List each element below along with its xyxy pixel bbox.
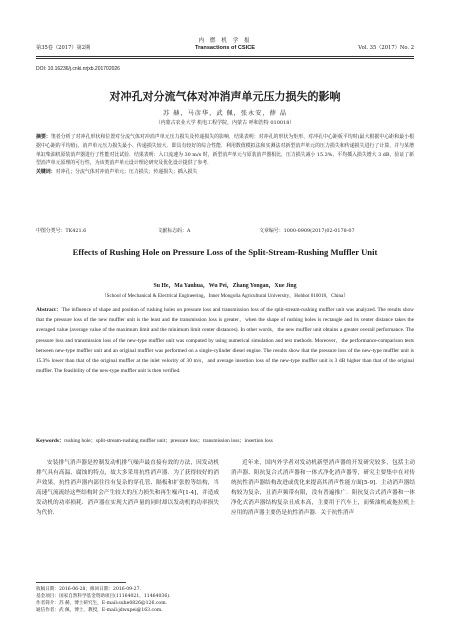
affiliation-en: （School of Mechanical & Electrical Engineering，Inner Mongolia Agricultural University，Hohhot 010018，China）: [101, 293, 349, 299]
keywords-en-label: Keywords：: [36, 438, 65, 444]
body-column-left: 安装排气消声器是控制发动机排气噪声最直接有效的方法，因发动机排气具有高温、腐蚀的特点，故大多采用抗性消声器．为了获得较好的消声效果，抗性消声器内部往往有复杂的穿孔管、隔板和扩张腔等结构，当高速气流流经这些结构时会产生较大的压力损失和再生噪声[1-4]，并造成发动机的功率损耗．消声器在实现大消声量的同时却以发动机的功率损失为代价．: [36, 460, 219, 516]
keywords-en: [36, 436, 414, 444]
document-code: 文献标志码：A: [157, 228, 191, 234]
footnote-fund: 基金项目：国家自然科学基金资助项目(11164021，11464036).: [36, 594, 171, 599]
issue-info-cn: 第35卷（2017）第2期: [36, 45, 91, 51]
clc-number: 中图分类号：TK421.6: [36, 228, 87, 234]
footnote-author: 作者简介：苏 赫，博士研究生，E-mail:suhe0826@126.com.: [36, 601, 168, 606]
abstract-en: [36, 305, 414, 376]
abstract-en-text: The influence of shape and position of rushing holes on pressure loss and transmission loss of the split-stream-rushing muffler unit was analyzed. The results show that the pressure loss of the new muffler unit is the least and the transmission loss is greater，when the shape of rushing holes is rectangle and its center distance takes the averaged value (average value of the maximum limit and the minimum limit center distances). In other words，the new muffler unit obtains a greater overall performance. The pressure loss and transmission loss of the new-type muffler unit was computed by using numerical simulation and test methods. Moreover，the performance-comparison tests between new-type muffler unit and an original muffler was performed on a single-cylinder diesel engine. The results show that the pressure loss of the new-type muffler unit is 15.3% lower than that of the original muffler at the inlet velocity of 30 m/s，and average insertion loss of the new-type muffler unit is 3 dB higher than that of the original muffler. The feasibility of the new-type muffler unit is then verified.: [36, 307, 414, 375]
abstract-cn: [36, 133, 414, 177]
running-header: [36, 36, 414, 54]
abstract-cn-label: 摘要：: [36, 134, 51, 140]
article-id: 文章编号：1000-0909(2017)02-0178-07: [259, 228, 355, 234]
title-en: Effects of Rushing Hole on Pressure Loss of the Split-Stream-Rushing Muffler Unit: [72, 247, 378, 257]
footnote: [36, 586, 219, 614]
footnote-rule: [36, 582, 126, 583]
footnote-received: 收稿日期：2016-06-28；修回日期：2016-09-27.: [36, 587, 141, 592]
issue-info-en: Vol. 35（2017）No. 2: [358, 45, 414, 51]
keywords-cn-label: 关键词：: [36, 169, 56, 176]
journal-name-en: Transactions of CSICE: [195, 45, 255, 51]
doi: DOI: 10.16236/j.cnki.nrjxb.201702026: [36, 66, 120, 72]
header-rule: [36, 56, 414, 57]
footnote-corresponding: 通信作者：武 佩，博士，教授，E-mail:jdwupei@163.com.: [36, 608, 163, 613]
abstract-en-label: Abstract：: [36, 307, 62, 313]
abstract-cn-text: 笔者分析了对冲孔形状和位置对分流气体对冲消声单元压力损失及传递损失的影响．结果表明：对冲孔的形状为矩形、对冲孔中心距板平均时(最大根据中心距和最小根据中心距的平均值)，消声单元压力损失最小、传递损失较大．即具有较好的综合性能．利用数值模拟法和实测法对新型消声单元的压力损失和传递损失进行了计算，并与某增单缸柴油机原装消声器进行了性能对比试验．结果表明：入口流速为 30 m/s 时，新型消声单元与原装消声器相比，压力损失减小 15.3%，平均插入损失增大 3 dB，验证了新型消声单元原理的可行性，为该类消声单元设计理论研究及优化设计提供了参考．: [36, 134, 414, 167]
affiliation-cn: （内蒙古农业大学 机电工程学院，内蒙古 呼和浩特 010018）: [155, 120, 295, 126]
journal-name-cn: 内 燃 机 学 报: [198, 38, 252, 44]
authors-en: Su He，Ma Yanhua，Wu Pei，Zhang Yongan，Xue Jing: [153, 283, 297, 289]
keywords-en-text: rushing hole；split-stream-rushing muffler unit；pressure loss；transmission loss；insertion loss: [64, 438, 273, 444]
body-column-right: 近年来，国内外学者对发动机新型消声器的开发研究较多，包括主动消声器、阻抗复合式消声器和一体式净化消声器等，研究主要集中在对传统抗性消声器结构改进或优化来提高其消声性能方面[5-9]．主动消声器结构较为复杂，且消声频带有限，没有普遍推广．阻抗复合式消声器和一体净化式消声器结构复杂且成本高，主要用于汽车上，而柴油机或拖拉机上应用的消声器主要仍是抗性消声器．关于抗性消声: [231, 460, 415, 516]
classification-row: [36, 227, 414, 234]
authors-cn: 苏 赫，马彦华，武 佩，张永安，薛 晶: [163, 110, 287, 117]
title-cn: 对冲孔对分流气体对冲消声单元压力损失的影响: [109, 90, 341, 103]
keywords-cn-text: 对冲孔；分流气体对冲消声单元；压力损失；传递损失；插入损失: [55, 169, 198, 176]
header-rule-thin: [36, 58, 414, 59]
